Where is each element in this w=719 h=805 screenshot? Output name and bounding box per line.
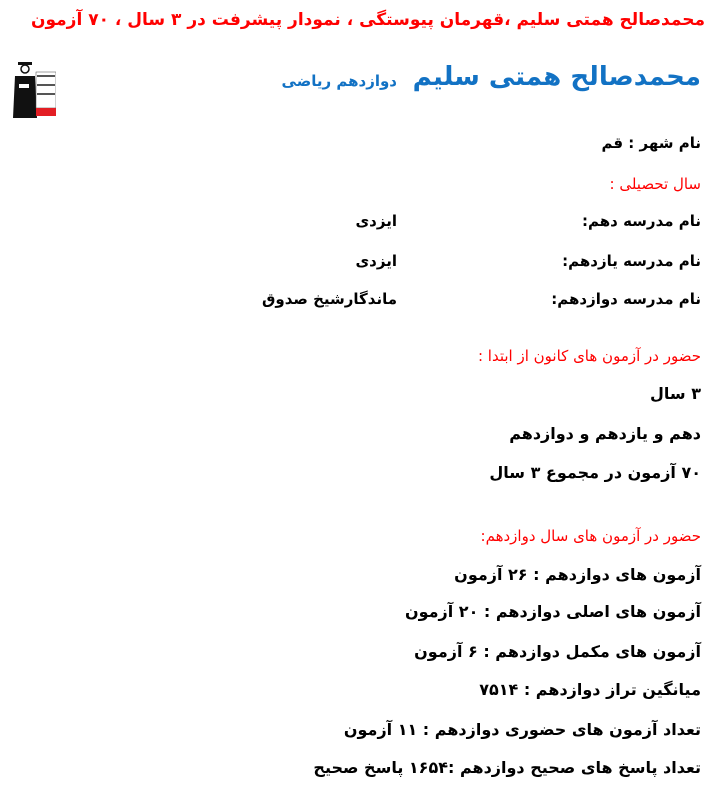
grade12-line: آزمون های مکمل دوازدهم : ۶ آزمون (414, 642, 701, 661)
grade12-line: تعداد آزمون های حضوری دوازدهم : ۱۱ آزمون (343, 720, 701, 739)
school-11-value: ایزدی (355, 252, 397, 270)
school-10-label: نام مدرسه دهم: (582, 212, 701, 230)
since-start-line: ۷۰ آزمون در مجموع ۳ سال (489, 463, 701, 482)
city-line: نام شهر : قم (601, 134, 701, 152)
grade12-title: حضور در آزمون های سال دوازدهم: (480, 527, 701, 545)
school-12-label: نام مدرسه دوازدهم: (551, 290, 701, 308)
grade-field: دوازدهم ریاضی (281, 72, 397, 90)
kanoon-logo-icon (10, 58, 56, 120)
since-start-line: ۳ سال (650, 384, 701, 403)
school-10-value: ایزدی (355, 212, 397, 230)
since-start-title: حضور در آزمون های کانون از ابتدا : (477, 347, 701, 365)
since-start-line: دهم و یازدهم و دوازدهم (509, 424, 701, 443)
grade12-line: آزمون های اصلی دوازدهم : ۲۰ آزمون (404, 602, 701, 621)
headline: محمدصالح همتی سلیم ،قهرمان پیوستگی ، نمودار پیشرفت در ۳ سال ، ۷۰ آزمون (30, 10, 705, 30)
grade12-line: میانگین تراز دوازدهم : ۷۵۱۴ (479, 680, 701, 699)
school-11-label: نام مدرسه یازدهم: (562, 252, 701, 270)
school-12-value: ماندگارشیخ صدوق (261, 290, 397, 308)
student-name: محمدصالح همتی سلیم (412, 62, 701, 92)
academic-year-title: سال تحصیلی : (609, 175, 701, 193)
grade12-line: تعداد پاسخ های صحیح دوازدهم :۱۶۵۴ پاسخ صحیح (313, 758, 701, 777)
grade12-line: آزمون های دوازدهم : ۲۶ آزمون (454, 565, 701, 584)
